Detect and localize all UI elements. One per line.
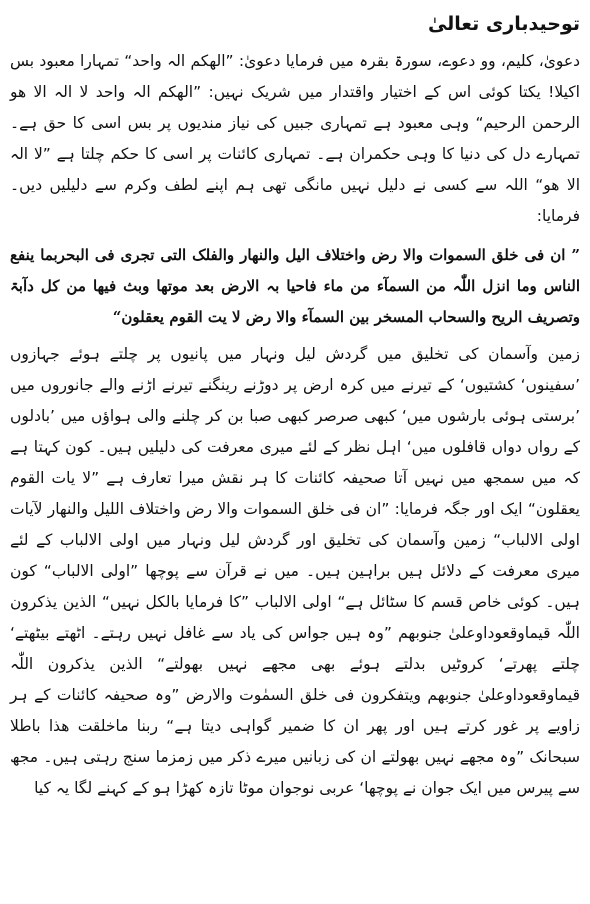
paragraph-explanation: زمین وآسمان کی تخلیق میں گردش لیل ونہار میں پانیوں پر چلتے ہوئے جہازوں ’سفینوں‘ کشتیوں‘ کے تیرنے میں کرہ ارض پر دوڑنے رینگنے تیرنے اڑنے والے جانوروں میں ’برستی ہوئی بارشوں میں‘ کبھی صرصر کبھی صبا بن کر چلنے والی ہواؤں میں ’بادلوں کے رواں دواں قافلوں میں‘ اہل نظر کے لئے میری معرفت کی دلیلیں ہیں۔ کون کہتا ہے کہ میں سمجھ میں نہیں آتا صحیفہ کائنات کا ہر نقش میرا تعارف ہے ”لا یات القوم یعقلون“ ایک اور جگہ فرمایا: ”ان فی خلق السموات والا رض واختلاف اللیل والنھار لآیات اولی الالباب“ زمین وآسمان کی تخلیق اور گردش لیل ونہار میں اولی الالباب کے لئے میری معرفت کے دلائل ہیں براہین ہیں۔ میں نے قرآن سے پوچھا ”اولی الالباب“ کون ہیں۔ کوئی خاص قسم کا سٹائل ہے“ اولی الالباب ”کا فرمایا بالکل نہیں“ الذین یذکرون اللّٰہ قیماوقعوداوعلیٰ جنوبھم ”وہ ہیں جواس کی یاد سے غافل نہیں رہتے۔ اٹھتے بیٹھتے‘ چلتے پھرتے‘ کروٹیں بدلتے ہوئے بھی مجھے نہیں بھولتے“ الذین یذکرون اللّٰہ قیماوقعوداوعلیٰ جنوبھم ویتفکرون فی خلق السمٰوت والارض ”وہ صحیفہ کائنات کے ہر زاویے پر غور کرتے ہیں اور پھر ان کا ضمیر گواہی دیتا ہے“ ربنا ماخلقت ھذا باطلا سبحانک ”وہ مجھے نہیں بھولتے ان کی زبانیں میرے ذکر میں زمزما سنج رہتی ہیں۔ مجھ سے پیرس میں ایک جوان نے پوچھا‘ عربی نوجوان موٹا تازہ کھڑا ہو کے کہنے لگا یہ کیا [10, 345, 580, 797]
quranic-quote: ” ان فی خلق السموات والا رض واختلاف الیل والنھار والفلک التی تجری فی البحربما ینفع الناس وما انزل اللّٰہ من السمآء من ماء فاحیا بہ الارض بعد موتھا وبث فیھا من کل دآبۃ وتصریف الریح والسحاب المسخر بین السمآء والا رض لا یت القوم یعقلون“ [10, 246, 580, 326]
paragraph-intro: دعویٰ، کلیم، وو دعوے، سورۃ بقرہ میں فرمایا دعویٰ: ”الھکم الہ واحد“ تمہارا معبود بس اکیلا! یکتا کوئی اس کے اختیار واقتدار میں شریک نہیں: ”الھکم الہ واحد لا الہ الا ھو الرحمن الرحیم“ وہی معبود ہے تمہاری جبیں کی نیاز مندیوں پر بس اسی کا حق ہے۔ تمہارے دل کی دنیا کا وہی حکمران ہے۔ تمہاری کائنات پر اسی کا حکم چلتا ہے ”لا الہ الا ھو“ اللہ سے کسی نے دلیل نہیں مانگی تھی ہم اپنے لطف وکرم سے دلیلیں دیں۔ فرمایا: [10, 52, 580, 225]
page-title: توحیدباری تعالیٰ [427, 13, 580, 35]
